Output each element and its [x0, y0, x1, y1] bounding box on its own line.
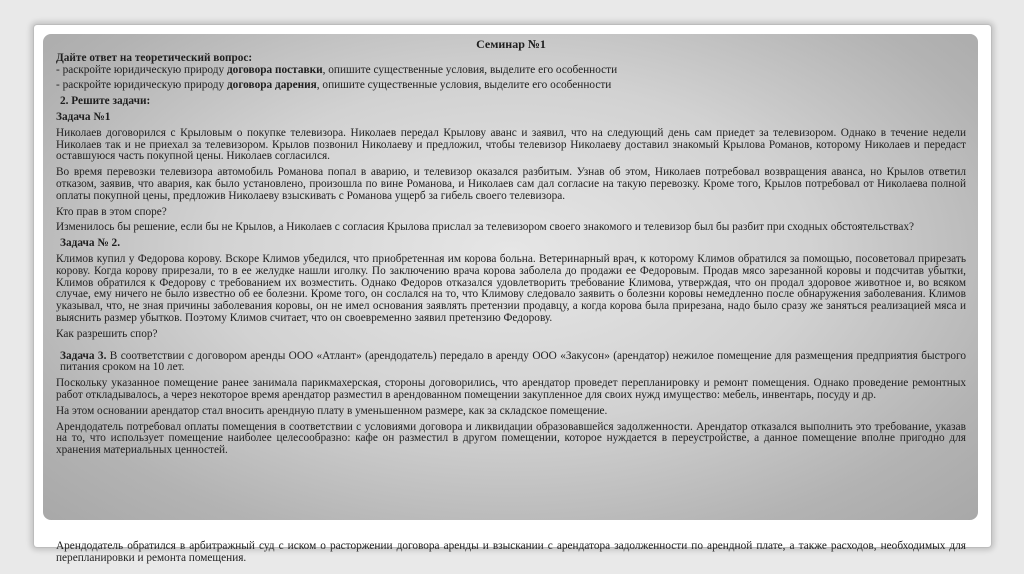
page-title: Семинар №1 [476, 37, 546, 51]
task3-paragraph-final: Арендодатель обратился в арбитражный суд с иском о расторжении договора аренды и взыскании с арендатора задолженности по арендной плате, а также расходов, необходимых для перепланировки и ремонта помещения. [56, 540, 966, 565]
task3-heading: Задача 3. [60, 349, 107, 362]
task1-question: Кто прав в этом споре? [56, 205, 167, 218]
task2-question: Как разрешить спор? [56, 327, 158, 340]
task2-paragraph: Климов купил у Федорова корову. Вскоре Климов убедился, что приобретенная им корова больна. Ветеринарный врач, к которому Климов обратился за помощью, посоветовал прирезать корову. Когда корову прирезали, то в ее желудке нашли иголку. По заключению врача корова заболела до продажи ее Федоровым. Продав мясо зарезанной коровы и подсчитав убытки, Климов обратился к Федорову с требованием их возместить. Однако Федоров отказался удовлетворить требование Климова, утверждая, что он продал здоровое животное и, во всяком случае, ему ничего не было известно об ее болезни. Кроме того, он сослался на то, что Климову следовало заявить о болезни коровы немедленно после обнаружения заболевания. Климов указывал, что, не зная причины заболевания коровы, он не имел основания заявлять претензии продавцу, а когда корова была прирезана, надо было сразу же заняться реализацией мяса и выяснить размер убытков. Поэтому Климов считает, что он своевременно заявил претензию Федорову. [56, 252, 966, 324]
task2-heading: Задача № 2. [60, 237, 121, 250]
slide [34, 25, 991, 565]
task1-heading: Задача №1 [56, 110, 111, 123]
theory-item: - раскройте юридическую природу договора поставки, опишите существенные условия, выделите его особенности [56, 63, 618, 76]
task1-paragraph: Николаев договорился с Крыловым о покупке телевизора. Николаев передал Крылову аванс и заявил, что на следующий день сам приедет за телевизором. Однако в течение недели Николаев так и не приехал за телевизором. Крылов позвонил Николаеву и предложил, чтобы телевизор Николаеву доставил знакомый Крылова Романов, которому Николаев и передаст оставшуюся часть покупной цены. Николаев согласился. [56, 126, 966, 163]
task3-paragraph: Поскольку указанное помещение ранее занимала парикмахерская, стороны договорились, что арендатор проведет перепланировку и ремонт помещения. Однако проведение ремонтных работ откладывалось, а через некоторое время арендатор разместил в арендованном помещении закупленное для своих нужд имущество: мебель, инвентарь, посуду и др. [56, 377, 966, 401]
task3-paragraph: Арендодатель потребовал оплаты помещения в соответствии с условиями договора и ликвидации образовавшейся задолженности. Арендатор отказался выполнить это требование, указав на то, что использует помещение наиболее целесообразно: кафе он разместил в другом помещении, которое нуждается в переустройстве, а данное помещение вполне пригодно для хранения материальных ценностей. [56, 420, 966, 457]
theory-item: - раскройте юридическую природу договора дарения, опишите существенные условия, выделите его особенности [56, 79, 612, 92]
task1-paragraph: Во время перевозки телевизора автомобиль Романова попал в аварию, и телевизор оказался разбитым. Узнав об этом, Николаев потребовал возвращения аванса, но Крылов ответил отказом, заявив, что авария, как было установлено, произошла по вине Романова, и Николаев сам дал согласие на такую перевозку. Кроме того, Крылов потребовал от Николаева полной оплаты покупной цены, предложив Николаеву взыскивать с Романова ущерб за гибель своего телевизора. [56, 166, 966, 202]
task3-paragraph: На этом основании арендатор стал вносить арендную плату в уменьшенном размере, как за складское помещение. [56, 404, 608, 417]
theory-heading: Дайте ответ на теоретический вопрос: [56, 51, 253, 64]
task3-paragraph: Задача 3. В соответствии с договором аренды ООО «Атлант» (арендодатель) передало в аренду ООО «Закусон» (арендатор) нежилое помещение для размещения предприятия быстрого питания сроком на 10 лет. [60, 349, 966, 374]
document-body [56, 39, 966, 457]
tasks-heading: 2. Решите задачи: [60, 95, 151, 108]
task1-question: Изменилось бы решение, если бы не Крылов, а Николаев с согласия Крылова прислал за телевизором своего знакомого и телевизор был бы разбит при сходных обстоятельствах? [56, 221, 915, 234]
